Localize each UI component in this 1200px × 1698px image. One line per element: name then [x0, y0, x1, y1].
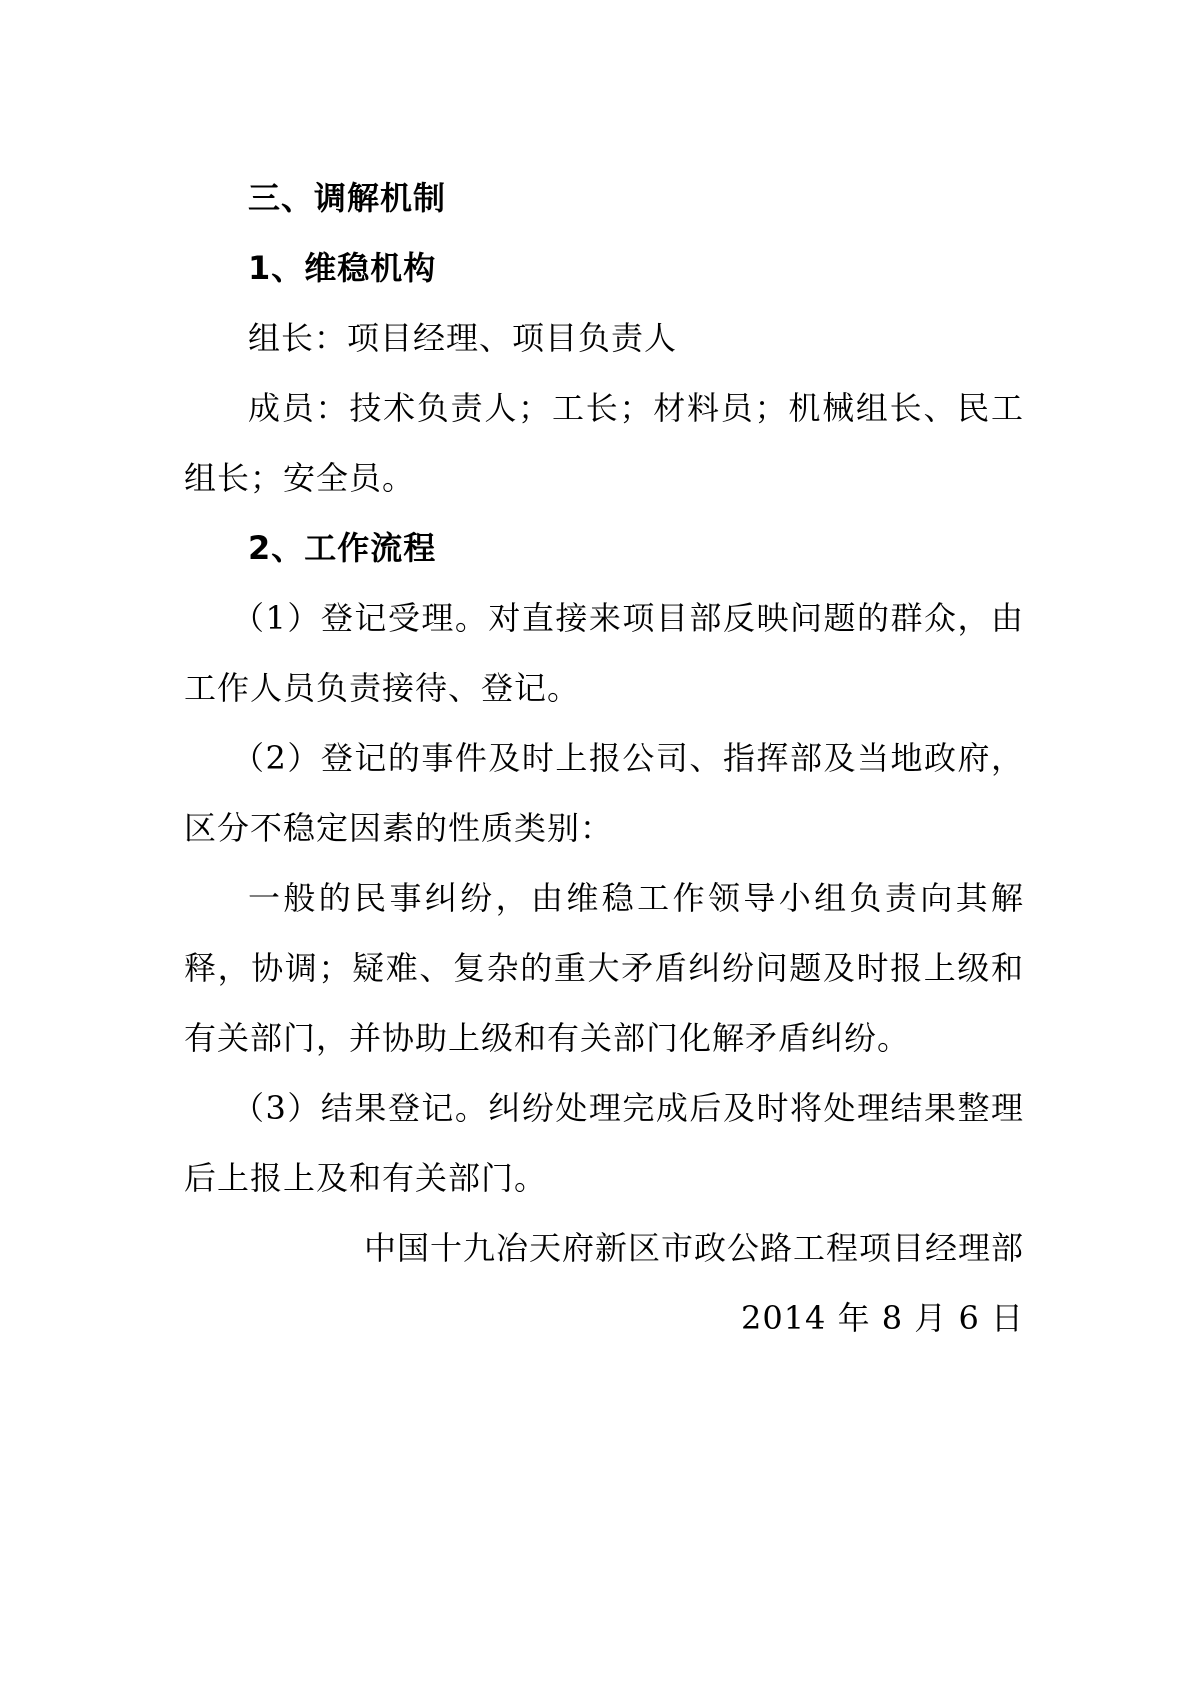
workflow-step-2-detail: 一般的民事纠纷，由维稳工作领导小组负责向其解释，协调；疑难、复杂的重大矛盾纠纷问题及时报上级和有关部门，并协助上级和有关部门化解矛盾纠纷。 — [184, 879, 1024, 1057]
workflow-step-1: （1）登记受理。对直接来项目部反映问题的群众，由工作人员负责接待、登记。 — [184, 599, 1024, 707]
signature-organization: 中国十九冶天府新区市政公路工程项目经理部 — [363, 1229, 1024, 1267]
document-body — [184, 163, 1024, 1353]
members-paragraph: 成员：技术负责人；工长；材料员；机械组长、民工组长；安全员。 — [184, 389, 1024, 497]
workflow-step-2: （2）登记的事件及时上报公司、指挥部及当地政府，区分不稳定因素的性质类别： — [184, 739, 1024, 847]
workflow-step-3: （3）结果登记。纠纷处理完成后及时将处理结果整理后上报上及和有关部门。 — [184, 1089, 1024, 1197]
leader-line: 组长：项目经理、项目负责人 — [248, 319, 678, 357]
subsection-heading-organization: 1、维稳机构 — [248, 249, 437, 287]
section-heading: 三、调解机制 — [248, 179, 447, 217]
subsection-heading-workflow: 2、工作流程 — [248, 529, 437, 567]
signature-date: 2014 年 8 月 6 日 — [740, 1299, 1024, 1337]
